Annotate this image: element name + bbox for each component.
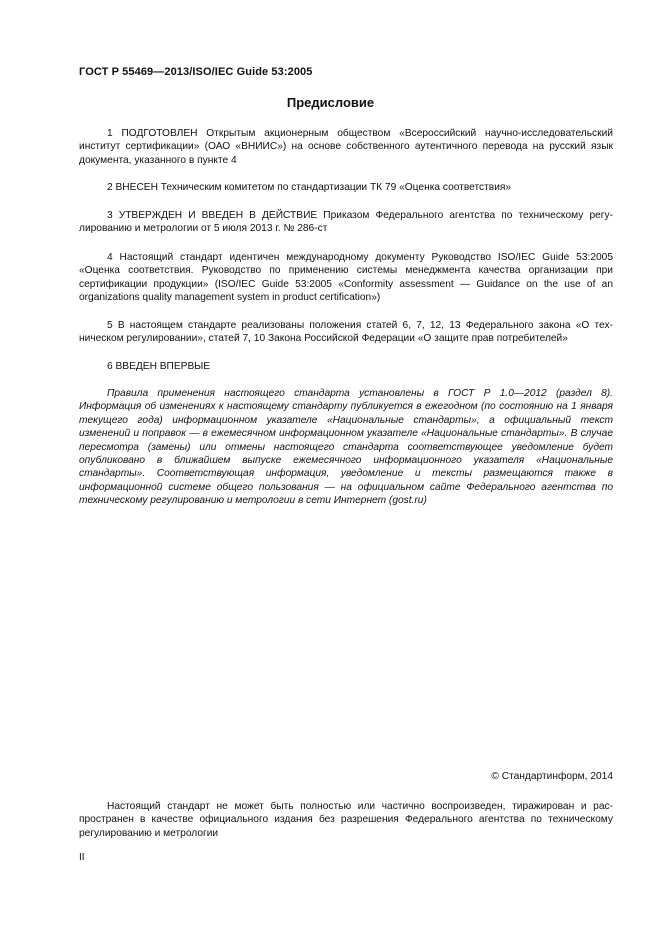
foreword-item-3 <box>79 209 613 236</box>
foreword-item-text: 5 В настоящем стандарте реализованы положения статей 6, 7, 12, 13 Федерального закона «О техническом регулировании», статей 7, 10 Закона Российской Федерации «О защите прав потребителей» <box>79 320 613 345</box>
foreword-item-text: 1 ПОДГОТОВЛЕН Открытым акционерным обществом «Всероссийский научно-исследовательский институт сертификации» (ОАО «ВНИИС») на основе собственного аутентичного перевода на русский язык документа, указанного в пункте 4 <box>79 128 613 166</box>
foreword-item-text: 3 УТВЕРЖДЕН И ВВЕДЕН В ДЕЙСТВИЕ Приказом Федерального агентства по техническому регулированию и метрологии от 5 июля 2013 г. № 286-ст <box>79 210 613 235</box>
notice-text: Правила применения настоящего стандарта установлены в ГОСТ Р 1.0—2012 (раздел 8). Информация об изменениях к настоящему стандарту публикуется в ежегодном (по состоянию на 1 января текущего года) информационном указателе «Национальные стандарты», а официальный текст изменений и поправок — в ежемесячном информационном указателе «Национальные стандарты». В случае пересмотра (замены) или отмены настоящего стандарта соответствующее уведомление будет опубликовано в ближайшем выпуске ежемесячного информационного указателя «Национальные стандарты». Соответствующая информация, уведомление и тексты размещаются также в информационной системе общего пользования — на официальном сайте Федерального агентства по техническому регулированию и метрологии в сети Интернет (gost.ru) <box>79 388 613 507</box>
footer-text: Настоящий стандарт не может быть полностью или частично воспроизведен, тиражирован и распространен в качестве официального издания без разрешения Федерального агентства по техническому регулированию и метрологии <box>79 801 613 839</box>
foreword-item-4 <box>79 251 613 305</box>
foreword-item-text: 4 Настоящий стандарт идентичен международному документу Руководство ISO/IEC Guide 53:2005 «Оценка соответствия. Руководство по применению системы менеджмента качества организации при сертификации продукции» (ISO/IEC Guide 53:2005 «Conformity assessment — Guidance on the use of an organizations quality management system in product certification») <box>79 252 613 304</box>
foreword-item-6 <box>79 360 613 373</box>
foreword-item-text: 6 ВВЕДЕН ВПЕРВЫЕ <box>107 361 211 372</box>
page-number: II <box>79 852 85 863</box>
foreword-item-2 <box>79 181 613 194</box>
foreword-item-1 <box>79 127 613 167</box>
reproduction-notice <box>79 800 613 840</box>
page-title: Предисловие <box>286 95 375 110</box>
copyright: © Стандартинформ, 2014 <box>491 771 613 782</box>
document-header: ГОСТ Р 55469—2013/ISO/IEC Guide 53:2005 <box>79 66 313 78</box>
foreword-item-text: 2 ВНЕСЕН Техническим комитетом по стандартизации ТК 79 «Оценка соответствия» <box>107 182 512 193</box>
application-notice <box>79 387 613 508</box>
foreword-item-5 <box>79 319 613 346</box>
